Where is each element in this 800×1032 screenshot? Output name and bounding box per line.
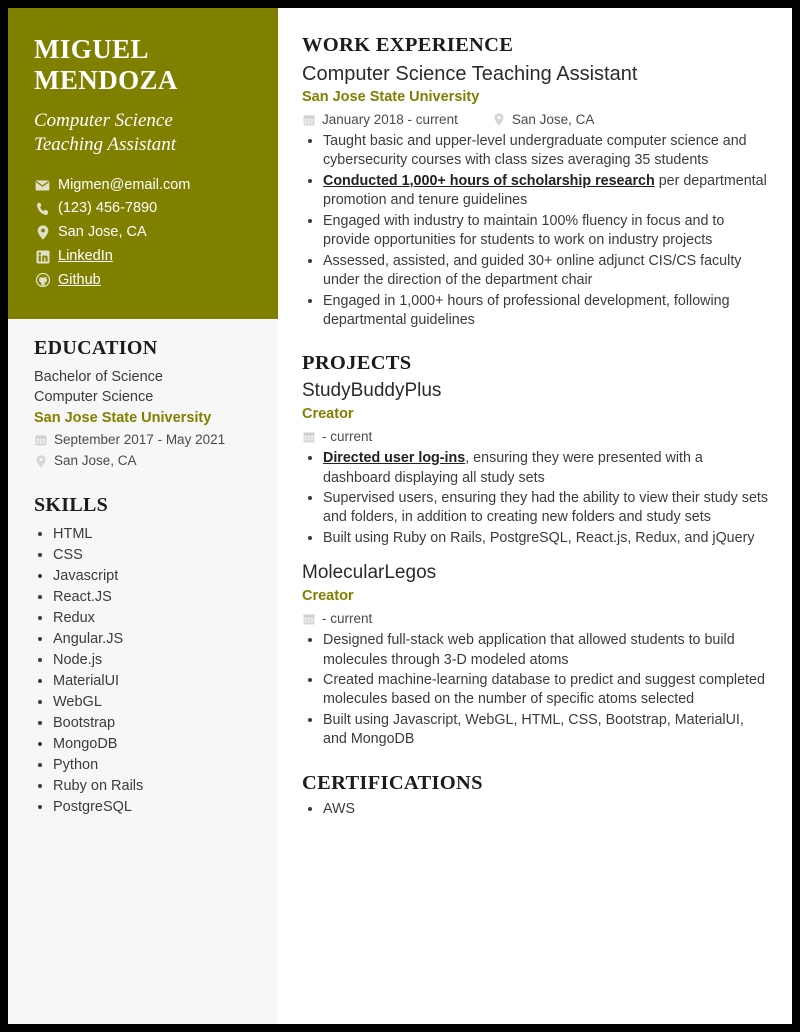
education-field: Computer Science [34, 389, 154, 406]
project-dates: - current [322, 610, 373, 626]
bullet-text: Built using Javascript, WebGL, HTML, CSS, Bootstrap, MaterialUI, and MongoDB [323, 711, 744, 748]
contact-item-email [34, 175, 252, 197]
calendar-icon [302, 613, 316, 625]
contact-label-location: San Jose, CA [58, 224, 147, 240]
candidate-subtitle-line1: Computer Science [34, 109, 173, 131]
calendar-icon [302, 431, 316, 443]
project-bullets [302, 449, 770, 548]
project-title: StudyBuddyPlus [302, 380, 442, 402]
bullet-text: Assessed, assisted, and guided 30+ online adjunct CIS/CS faculty under the direction of the department chair [323, 252, 742, 289]
linkedin-icon [34, 250, 51, 264]
skills-list [34, 524, 252, 817]
skill-item: • MaterialUI [53, 671, 252, 691]
project-bullet [323, 529, 770, 548]
job-bullet [323, 132, 770, 171]
job-location: San Jose, CA [511, 111, 595, 127]
project-dates-group [302, 609, 372, 629]
job-bullet [323, 212, 770, 251]
location-pin-icon [34, 455, 48, 468]
bullet-text: Taught basic and upper-level undergraduate computer science and cybersecurity courses with class sizes averaging 35 students [323, 133, 747, 169]
certifications-heading: CERTIFICATIONS [302, 771, 483, 794]
project-bullet [323, 711, 770, 750]
contact-item-linkedin[interactable] [34, 246, 252, 268]
skills-heading: SKILLS [34, 493, 109, 516]
contact-label-linkedin[interactable]: LinkedIn [58, 247, 113, 264]
bullet-text: per departmental promotion and tenure guidelines [323, 172, 767, 209]
education-heading: EDUCATION [34, 337, 158, 360]
main-content [278, 8, 792, 1024]
skill-item: • Javascript [53, 566, 252, 586]
skill-item: • Redux [53, 608, 252, 628]
education-dates-row [34, 430, 252, 451]
contact-label-phone: (123) 456-7890 [58, 200, 158, 217]
phone-icon [34, 202, 51, 216]
skill-item: • WebGL [53, 692, 252, 712]
job-dates: January 2018 - current [322, 111, 458, 127]
project-dates-group [302, 427, 372, 447]
bullet-text: , ensuring they were presented with a dashboard displaying all study sets [323, 450, 703, 486]
location-pin-icon [492, 113, 506, 126]
github-icon [34, 273, 51, 287]
skill-item: • Python [53, 755, 252, 775]
skill-item: • MongoDB [53, 734, 252, 754]
job-bullet [323, 292, 770, 331]
project-dates: - current [322, 428, 373, 444]
project-bullet [323, 489, 770, 528]
certification-item: • AWS [323, 800, 770, 819]
job-bullet [323, 172, 770, 211]
skill-item: • PostgreSQL [53, 797, 252, 817]
bullet-text: Built using Ruby on Rails, PostgreSQL, React.js, Redux, and jQuery [323, 529, 755, 546]
envelope-icon [34, 180, 51, 191]
contact-item-phone [34, 198, 252, 220]
candidate-name-line2: MENDOZA [34, 65, 178, 96]
project-block-studybuddyplus [302, 380, 770, 548]
candidate-name-line1: MIGUEL [34, 34, 149, 64]
bullet-text: Engaged with industry to maintain 100% fluency in focus and to provide opportunities for students to work on industry projects [323, 212, 725, 249]
project-title: MolecularLegos [302, 562, 437, 584]
bullet-text: Supervised users, ensuring they had the ability to view their study sets and folders, in addition to creating new folders and study sets [323, 490, 769, 526]
skill-item: • React.JS [53, 587, 252, 607]
resume-page [8, 8, 792, 1024]
education-dates: September 2017 - May 2021 [54, 432, 226, 447]
candidate-subtitle-line2: Teaching Assistant [34, 133, 176, 155]
candidate-name [34, 34, 252, 97]
contact-item-github[interactable] [34, 270, 252, 292]
job-location-group [492, 110, 595, 130]
job-dates-group [302, 110, 458, 130]
project-bullet [323, 631, 770, 670]
job-title: Computer Science Teaching Assistant [302, 63, 638, 85]
project-bullet [323, 671, 770, 710]
project-block-molecularlegos [302, 562, 770, 749]
sidebar [8, 8, 278, 1024]
skill-item: • Angular.JS [53, 629, 252, 649]
job-bullets [302, 132, 770, 330]
education-degree: Bachelor of Science [34, 369, 163, 386]
location-pin-icon [34, 225, 51, 240]
project-role: Creator [302, 588, 354, 605]
job-meta-row [302, 110, 770, 130]
skill-item: • Node.js [53, 650, 252, 670]
education-location: San Jose, CA [54, 452, 137, 468]
project-meta-row [302, 609, 770, 629]
contact-label-github[interactable]: Github [58, 271, 101, 288]
job-bullet [323, 252, 770, 291]
bullet-text: Engaged in 1,000+ hours of professional development, following departmental guidelines [323, 292, 730, 328]
work-experience-heading: WORK EXPERIENCE [302, 34, 514, 56]
skill-item: • CSS [53, 545, 252, 565]
job-organization: San Jose State University [302, 89, 480, 105]
education-location-row [34, 451, 252, 472]
contact-list [34, 175, 252, 292]
calendar-icon [302, 114, 316, 126]
projects-heading: PROJECTS [302, 352, 412, 375]
candidate-subtitle [34, 109, 252, 157]
contact-item-location [34, 222, 252, 244]
bullet-text: Designed full-stack web application that allowed students to build molecules through 3-D modeled atoms [323, 632, 735, 668]
contact-label-email: Migmen@email.com [58, 176, 191, 193]
bullet-text: Created machine-learning database to predict and suggest completed molecules based on the number of specific atoms selected [323, 672, 765, 708]
bullet-highlight: Directed user log-ins [323, 450, 466, 467]
project-bullets [302, 631, 770, 750]
sidebar-header-block [8, 8, 278, 319]
sidebar-body [8, 319, 278, 838]
project-meta-row [302, 427, 770, 447]
calendar-icon [34, 434, 48, 446]
project-role: Creator [302, 406, 354, 423]
bullet-highlight: Conducted 1,000+ hours of scholarship research [323, 172, 655, 189]
education-school: San Jose State University [34, 410, 212, 427]
skill-item: • HTML [53, 524, 252, 544]
skill-item: • Bootstrap [53, 713, 252, 733]
project-bullet [323, 449, 770, 488]
certifications-list [302, 800, 770, 819]
skill-item: • Ruby on Rails [53, 776, 252, 796]
